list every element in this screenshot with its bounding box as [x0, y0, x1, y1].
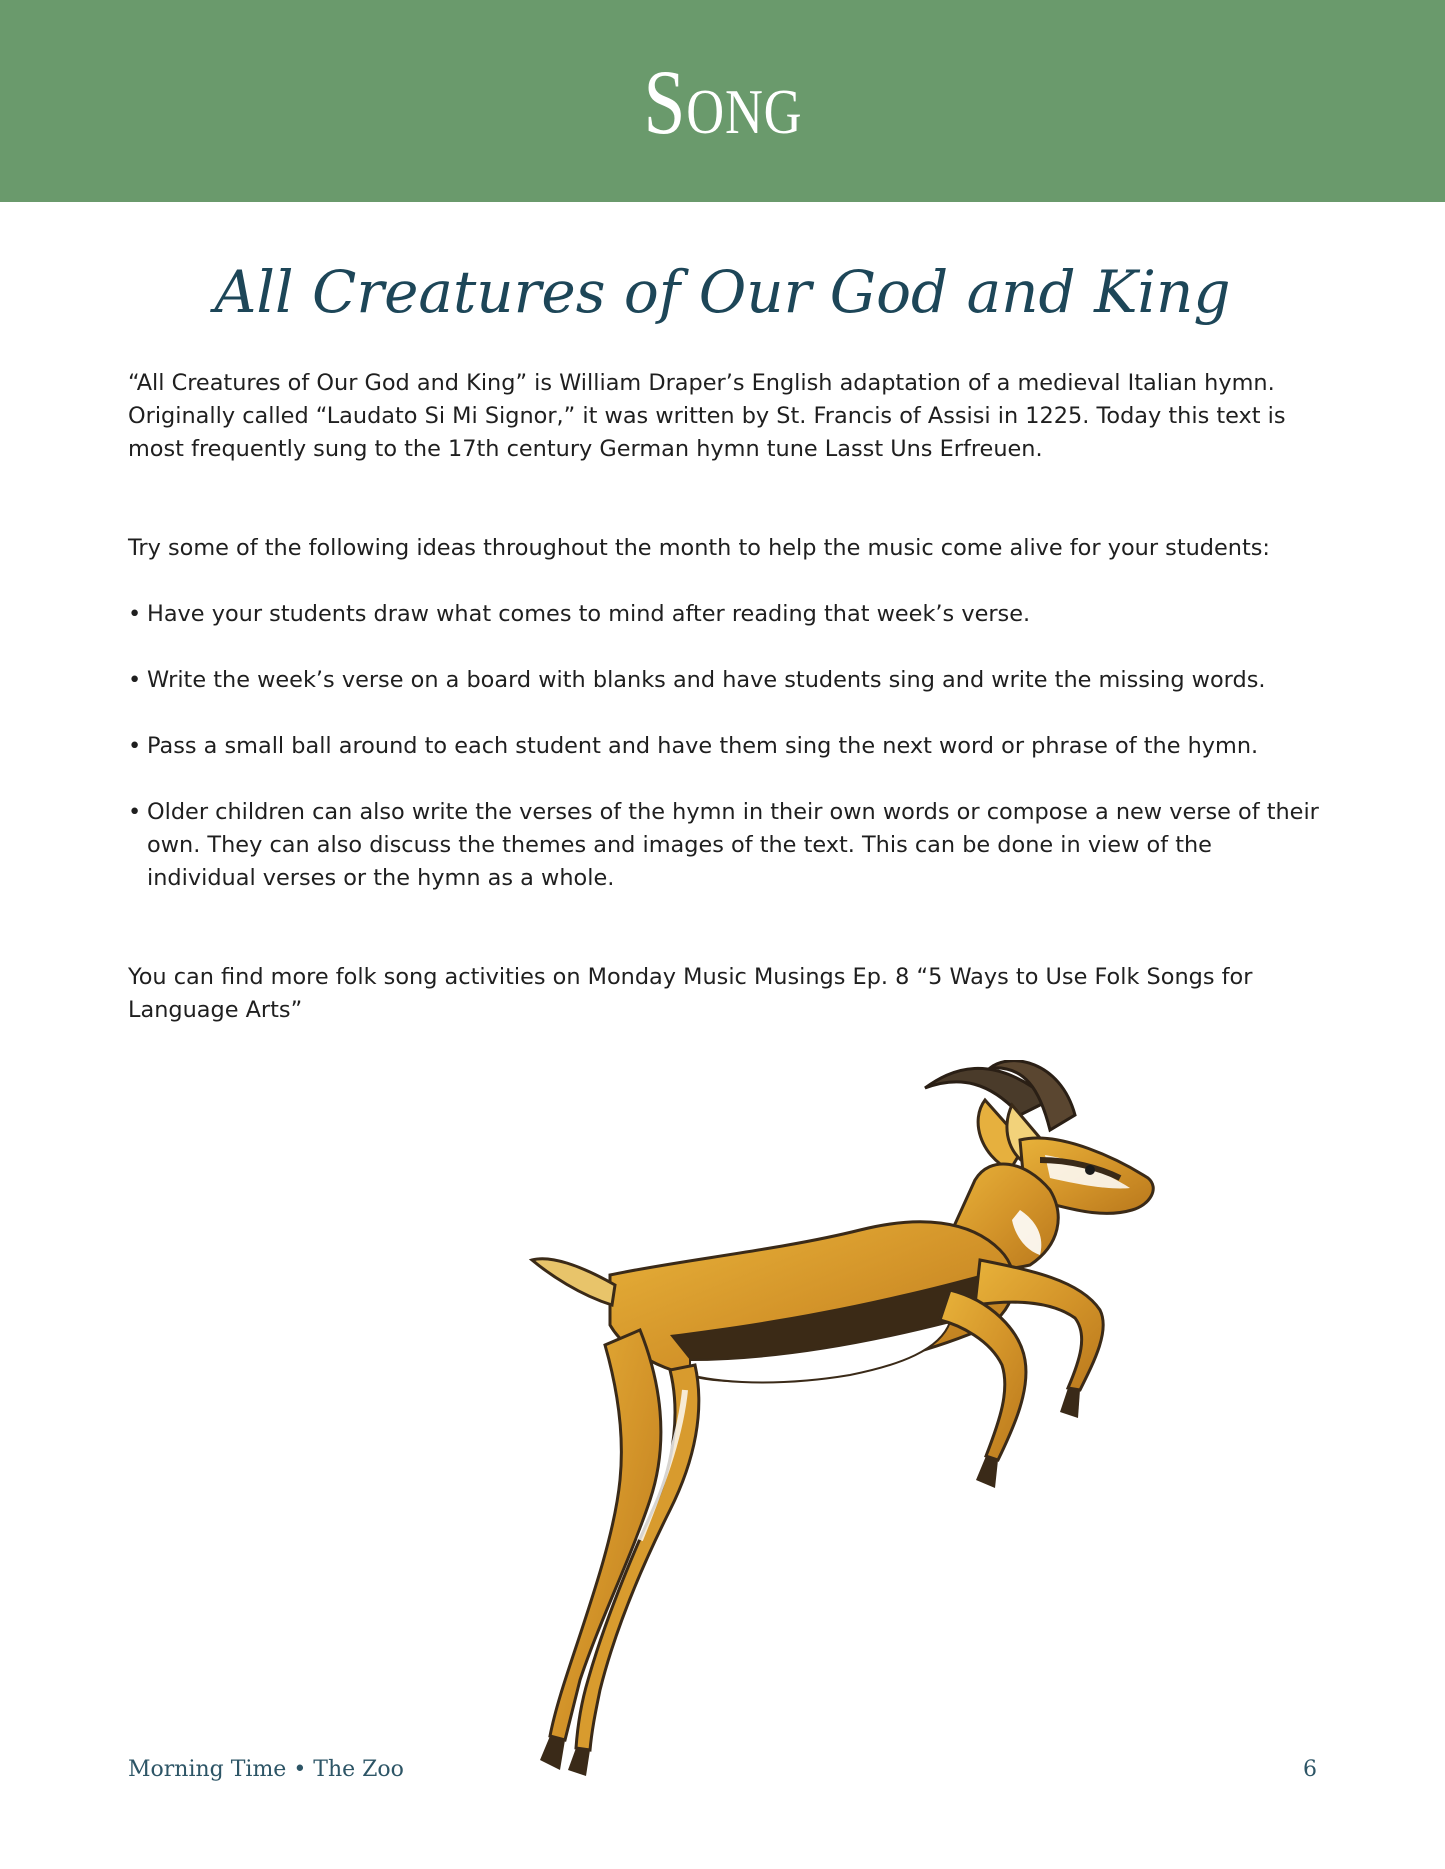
- leaping-gazelle-illustration: [520, 1060, 1320, 1780]
- page-title: All Creatures of Our God and King: [214, 258, 1231, 326]
- list-item-text: Write the week’s verse on a board with blanks and have students sing and write the missing words.: [147, 667, 1266, 693]
- ideas-list: [128, 598, 1323, 895]
- intro-paragraph: “All Creatures of Our God and King” is William Draper’s English adaptation of a medieval Italian hymn. Originally called “Laudato Si Mi Signor,” it was written by St. Francis of Assisi in 1225. Today this text is most frequently sung to the 17th century German hymn tune Lasst Uns Erfreuen.: [128, 370, 1286, 462]
- section-title: Song: [643, 51, 802, 153]
- bullet-icon: •: [128, 733, 142, 759]
- list-item-text: Older children can also write the verses of the hymn in their own words or compose a new verse of their own. They can also discuss the themes and images of the text. This can be done in view of the individual verses or the hymn as a whole.: [147, 799, 1319, 891]
- list-item-text: Have your students draw what comes to mind after reading that week’s verse.: [147, 601, 1031, 627]
- bullet-icon: •: [128, 601, 142, 627]
- gazelle-icon: [520, 1060, 1320, 1780]
- ideas-lead: Try some of the following ideas throughout the month to help the music come alive for your students:: [128, 535, 1270, 561]
- header-banner: [0, 0, 1445, 202]
- list-item: [128, 598, 1323, 631]
- bullet-icon: •: [128, 799, 142, 825]
- main-content: [128, 367, 1323, 1027]
- more-activities-note: You can find more folk song activities on Monday Music Musings Ep. 8 “5 Ways to Use Folk Songs for Language Arts”: [128, 964, 1253, 1023]
- list-item: [128, 664, 1323, 697]
- list-item: [128, 796, 1323, 895]
- list-item-text: Pass a small ball around to each student and have them sing the next word or phrase of the hymn.: [147, 733, 1259, 759]
- page-number: 6: [1303, 1757, 1317, 1782]
- footer-title: Morning Time • The Zoo: [128, 1757, 404, 1782]
- bullet-icon: •: [128, 667, 142, 693]
- list-item: [128, 730, 1323, 763]
